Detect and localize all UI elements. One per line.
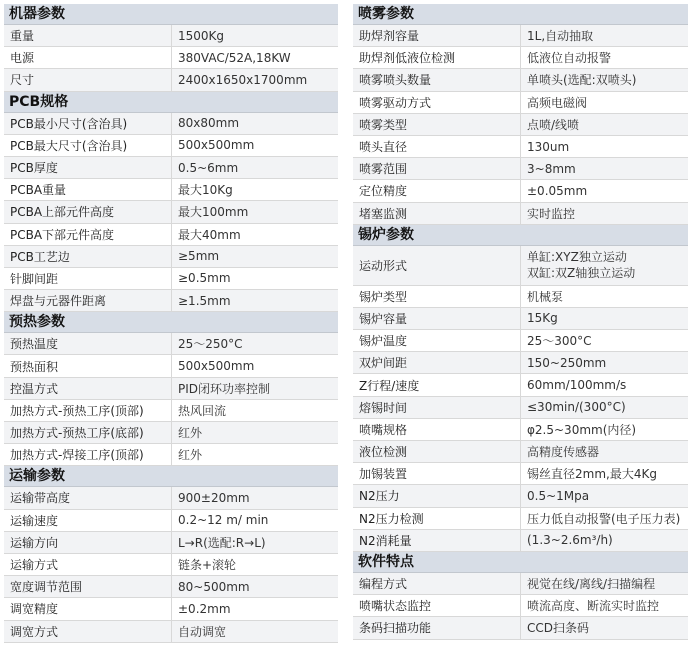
spec-value: ≥0.5mm — [178, 271, 231, 286]
spec-label: 喷雾范围 — [353, 158, 521, 179]
spec-value: 实时监控 — [527, 206, 576, 221]
spec-row — [4, 47, 338, 69]
spec-row — [4, 598, 338, 620]
spec-label: 运输速度 — [4, 510, 172, 531]
spec-label: 焊盘与元器件距离 — [4, 290, 172, 311]
spec-value: φ2.5~30mm(内径) — [527, 422, 637, 437]
spec-label: 控温方式 — [4, 378, 172, 399]
spec-value: 视觉在线/离线/扫描编程 — [527, 577, 656, 592]
spec-label: PCB最小尺寸(含治具) — [4, 113, 172, 134]
spec-value: ≤30min/(300°C) — [527, 400, 626, 415]
spec-value: L→R(选配:R→L) — [178, 535, 266, 550]
spec-label: 条码扫描功能 — [353, 617, 521, 638]
spec-label: 宽度调节范围 — [4, 576, 172, 597]
spec-value: 900±20mm — [178, 490, 250, 505]
spec-value: 25～250°C — [178, 337, 243, 352]
spec-row — [4, 444, 338, 466]
spec-label: PCB工艺边 — [4, 246, 172, 267]
section-header: 喷雾参数 — [353, 4, 688, 25]
spec-value: 150~250mm — [527, 355, 607, 370]
spec-label: 液位检测 — [353, 441, 521, 462]
spec-row — [353, 203, 688, 225]
spec-value: 80~500mm — [178, 579, 250, 594]
spec-row — [4, 554, 338, 576]
spec-label: N2压力 — [353, 485, 521, 506]
spec-value: 500x500mm — [178, 138, 255, 153]
section-header: 预热参数 — [4, 312, 338, 333]
spec-label: 尺寸 — [4, 69, 172, 90]
spec-row — [4, 135, 338, 157]
spec-row — [4, 179, 338, 201]
spec-row — [4, 510, 338, 532]
spec-row — [4, 422, 338, 444]
section-header: 软件特点 — [353, 552, 688, 573]
spec-label: 加热方式-预热工序(底部) — [4, 422, 172, 443]
spec-row — [4, 290, 338, 312]
spec-value: 红外 — [178, 426, 203, 441]
spec-value: 60mm/100mm/s — [527, 378, 627, 393]
spec-value: 0.5~1Mpa — [527, 488, 590, 503]
spec-row — [353, 47, 688, 69]
spec-label: PCB厚度 — [4, 157, 172, 178]
spec-row — [4, 268, 338, 290]
spec-label: 喷嘴规格 — [353, 419, 521, 440]
spec-row — [4, 487, 338, 509]
spec-label: 定位精度 — [353, 180, 521, 201]
spec-value: 机械泵 — [527, 289, 564, 304]
spec-label: 双炉间距 — [353, 352, 521, 373]
spec-label: 堵塞监测 — [353, 203, 521, 224]
spec-row — [353, 92, 688, 114]
spec-value: 2400x1650x1700mm — [178, 72, 308, 87]
spec-label: PCBA重量 — [4, 179, 172, 200]
spec-label: 预热面积 — [4, 355, 172, 376]
spec-value: CCD扫条码 — [527, 621, 589, 636]
spec-label: 调宽方式 — [4, 621, 172, 642]
spec-row — [353, 330, 688, 352]
spec-label: 喷头直径 — [353, 136, 521, 157]
spec-value — [521, 246, 688, 285]
spec-row — [353, 69, 688, 91]
spec-label: N2消耗量 — [353, 530, 521, 551]
spec-value: 1500Kg — [178, 28, 225, 43]
spec-row — [353, 485, 688, 507]
spec-value: 80x80mm — [178, 116, 240, 131]
spec-value: ±0.2mm — [178, 601, 231, 616]
spec-row — [4, 532, 338, 554]
spec-row — [353, 419, 688, 441]
spec-value: 高精度传感器 — [527, 445, 600, 460]
spec-label: PCBA上部元件高度 — [4, 201, 172, 222]
spec-value: 3~8mm — [527, 161, 576, 176]
spec-label: 运输方式 — [4, 554, 172, 575]
spec-value: 380VAC/52A,18KW — [178, 50, 291, 65]
spec-label: 熔锡时间 — [353, 397, 521, 418]
spec-row — [353, 530, 688, 552]
spec-label: 编程方式 — [353, 573, 521, 594]
spec-row — [353, 352, 688, 374]
spec-value: 链条+滚轮 — [178, 558, 237, 573]
spec-row — [353, 114, 688, 136]
spec-value: 最大40mm — [178, 227, 241, 242]
spec-row — [4, 621, 338, 643]
spec-value: 自动调宽 — [178, 624, 227, 639]
spec-value: 热风回流 — [178, 403, 227, 418]
spec-row — [4, 157, 338, 179]
spec-label: N2压力检测 — [353, 508, 521, 529]
spec-row — [4, 400, 338, 422]
spec-row — [4, 378, 338, 400]
spec-label: 喷雾驱动方式 — [353, 92, 521, 113]
spec-row — [353, 463, 688, 485]
spec-value: 红外 — [178, 448, 203, 463]
spec-value: (1.3~2.6m³/h) — [527, 533, 613, 548]
spec-label: 锡炉容量 — [353, 308, 521, 329]
spec-value: 最大100mm — [178, 205, 249, 220]
spec-row — [353, 180, 688, 202]
spec-value-line: 单缸:XYZ独立运动 — [527, 250, 627, 265]
spec-row — [353, 573, 688, 595]
spec-row — [353, 246, 688, 286]
spec-value: 500x500mm — [178, 359, 255, 374]
spec-value: 高频电磁阀 — [527, 95, 588, 110]
spec-value: 压力低自动报警(电子压力表) — [527, 511, 681, 526]
spec-label: 运动形式 — [353, 246, 521, 285]
spec-label: 助焊剂容量 — [353, 25, 521, 46]
spec-row — [353, 397, 688, 419]
spec-value: 单喷头(选配:双喷头) — [527, 73, 637, 88]
spec-value: 130um — [527, 139, 570, 154]
spec-row — [4, 224, 338, 246]
spec-label: 运输带高度 — [4, 487, 172, 508]
left-spec-column — [4, 4, 338, 643]
spec-row — [353, 595, 688, 617]
spec-value: 0.5~6mm — [178, 160, 239, 175]
spec-value: 25～300°C — [527, 334, 592, 349]
spec-value: ±0.05mm — [527, 183, 588, 198]
spec-label: 喷嘴状态监控 — [353, 595, 521, 616]
spec-row — [353, 25, 688, 47]
spec-value: 喷流高度、断流实时监控 — [527, 599, 660, 614]
spec-row — [353, 441, 688, 463]
spec-row — [353, 617, 688, 639]
spec-row — [4, 69, 338, 91]
spec-label: 锡炉温度 — [353, 330, 521, 351]
section-header: 锡炉参数 — [353, 225, 688, 246]
spec-label: 调宽精度 — [4, 598, 172, 619]
spec-value: ≥5mm — [178, 249, 220, 264]
spec-label: 运输方向 — [4, 532, 172, 553]
spec-row — [353, 136, 688, 158]
spec-value: 1L,自动抽取 — [527, 29, 594, 44]
spec-value: 低液位自动报警 — [527, 51, 612, 66]
spec-label: 预热温度 — [4, 333, 172, 354]
spec-row — [353, 308, 688, 330]
spec-value: ≥1.5mm — [178, 293, 231, 308]
spec-label: 电源 — [4, 47, 172, 68]
spec-label: 喷雾喷头数量 — [353, 69, 521, 90]
spec-value-line: 双缸:双Z轴独立运动 — [527, 266, 636, 281]
spec-row — [4, 201, 338, 223]
spec-label: PCB最大尺寸(含治具) — [4, 135, 172, 156]
spec-label: 锡炉类型 — [353, 286, 521, 307]
section-header: 机器参数 — [4, 4, 338, 25]
spec-value: PID闭环功率控制 — [178, 381, 271, 396]
section-header: PCB规格 — [4, 92, 338, 113]
spec-row — [4, 113, 338, 135]
spec-row — [4, 355, 338, 377]
spec-label: 针脚间距 — [4, 268, 172, 289]
spec-value: 0.2~12 m/ min — [178, 513, 269, 528]
spec-value: 点喷/线喷 — [527, 117, 580, 132]
spec-row — [353, 508, 688, 530]
spec-label: PCBA下部元件高度 — [4, 224, 172, 245]
spec-row — [353, 158, 688, 180]
spec-label: 加热方式-预热工序(顶部) — [4, 400, 172, 421]
right-spec-column — [353, 4, 688, 640]
spec-label: 加锡装置 — [353, 463, 521, 484]
spec-row — [4, 333, 338, 355]
spec-label: 助焊剂低液位检测 — [353, 47, 521, 68]
spec-row — [4, 246, 338, 268]
spec-row — [353, 286, 688, 308]
spec-label: 重量 — [4, 25, 172, 46]
section-header: 运输参数 — [4, 466, 338, 487]
spec-value: 15Kg — [527, 311, 558, 326]
spec-value: 最大10Kg — [178, 183, 233, 198]
spec-row — [4, 25, 338, 47]
spec-label: 加热方式-焊接工序(顶部) — [4, 444, 172, 465]
spec-row — [4, 576, 338, 598]
spec-row — [353, 374, 688, 396]
spec-value: 锡丝直径2mm,最大4Kg — [527, 467, 657, 482]
spec-label: 喷雾类型 — [353, 114, 521, 135]
spec-label: Z行程/速度 — [353, 374, 521, 395]
